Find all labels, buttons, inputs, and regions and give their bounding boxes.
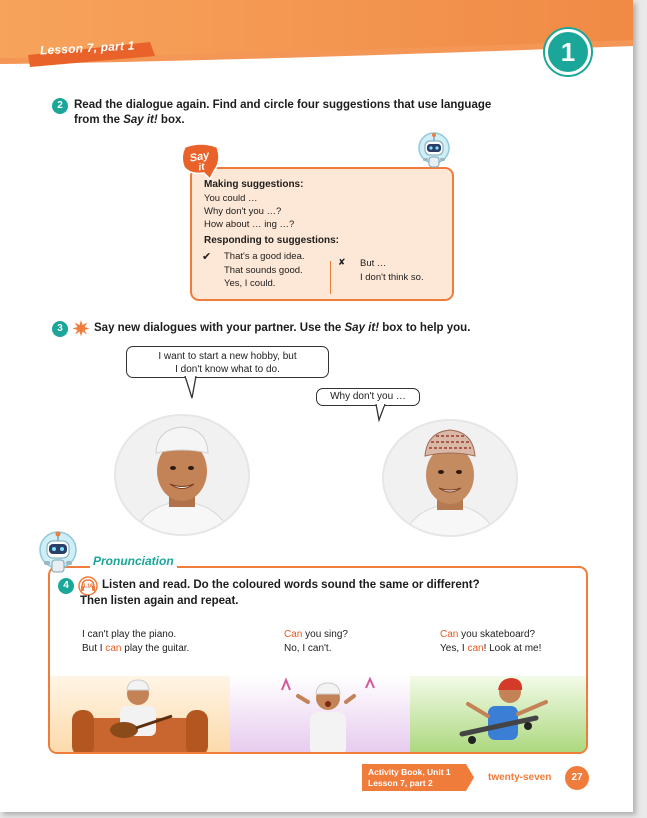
example-line: No, I can't. (284, 643, 332, 654)
activity-2-sayit-ref: Say it! (123, 114, 158, 126)
say-it-badge-word: Say (188, 149, 211, 165)
highlighted-word: can (105, 643, 122, 654)
page-number-words: twenty-seven (488, 772, 552, 783)
activity-4-number: 4 (58, 578, 74, 594)
activity-3-sayit-ref: Say it! (344, 322, 380, 334)
activity-4-line2: Then listen again and repeat. (80, 595, 239, 607)
making-phrase: How about … ing …? (204, 219, 295, 230)
negative-response: But … (360, 258, 387, 269)
audio-track-number: 1.16 (83, 583, 93, 590)
boy-portrait-2 (381, 418, 519, 538)
bubble-line: Why don't you … (330, 391, 406, 402)
cross-icon: ✘ (338, 257, 346, 267)
bubble-line: I want to start a new hobby, but (158, 351, 297, 362)
highlighted-word: can (467, 643, 484, 654)
robot-mascot-icon (36, 530, 80, 580)
say-it-box (190, 167, 454, 301)
unit-number-badge: 1 (545, 29, 591, 75)
activity-4-instruction (102, 578, 572, 593)
example-text: But I (82, 643, 106, 654)
say-it-badge-icon (180, 143, 222, 181)
positive-response: That's a good idea. (224, 251, 305, 262)
activity-4-line1: Listen and read. Do the coloured words sound the same or different? (102, 579, 480, 591)
activity-2-instruction (74, 98, 574, 128)
negative-response: I don't think so. (360, 271, 424, 283)
activity-3-number: 3 (52, 321, 68, 337)
activity-4-instruction-2 (80, 594, 550, 609)
responding-title: Responding to suggestions: (204, 235, 339, 246)
making-phrase: Why don't you …? (204, 206, 282, 217)
example-text: play the guitar. (121, 643, 190, 654)
negative-responses (360, 257, 424, 284)
response-divider (330, 261, 331, 294)
positive-response: That sounds good. (224, 264, 303, 276)
check-icon: ✔ (202, 251, 212, 263)
activity-2-number: 2 (52, 98, 68, 114)
example-line: I can't play the piano. (82, 629, 177, 640)
example-line (284, 628, 348, 642)
example-text: ! Look at me! (483, 643, 542, 654)
example-text: you skateboard? (458, 629, 536, 640)
example-column-1 (82, 628, 189, 656)
activity-2-line2-end: box. (157, 114, 185, 126)
boy-portrait-1 (113, 413, 251, 537)
pronunciation-title: Pronunciation (90, 554, 177, 568)
bubble-tail (184, 376, 198, 400)
example-line (82, 642, 189, 656)
reference-line-2: Lesson 7, part 2 (368, 778, 433, 788)
pronunciation-illustrations (50, 676, 586, 754)
highlighted-word: Can (284, 629, 303, 640)
activity-3-end: box to help you. (379, 322, 471, 334)
activity-2-line1: Read the dialogue again. Find and circle four suggestions that use language (74, 99, 492, 111)
making-suggestions-title: Making suggestions: (204, 179, 304, 190)
activity-2-line2-start: from the (74, 114, 124, 126)
lesson-title: Lesson 7, part 1 (39, 38, 135, 58)
reference-line-1: Activity Book, Unit 1 (368, 767, 451, 777)
speaking-burst-icon (72, 319, 90, 337)
bubble-line: I don't know what to do. (175, 364, 280, 375)
say-it-badge-word: it (197, 161, 206, 174)
example-column-2 (284, 628, 348, 656)
activity-3-instruction (94, 321, 574, 336)
speech-bubble-boy-2 (316, 388, 420, 406)
highlighted-word: Can (440, 629, 459, 640)
example-line (440, 642, 541, 656)
positive-response: Yes, I could. (224, 278, 276, 289)
example-text: Yes, I (440, 643, 468, 654)
speech-bubble-boy-1 (126, 346, 329, 378)
positive-responses (224, 250, 305, 291)
audio-track-icon[interactable] (78, 576, 98, 596)
making-phrase: You could … (204, 193, 258, 204)
example-column-3 (440, 628, 541, 656)
robot-mascot-icon (415, 131, 453, 173)
example-line (440, 628, 541, 642)
activity-book-reference (362, 764, 474, 791)
activity-3-start: Say new dialogues with your partner. Use the (94, 322, 345, 334)
page-number: 27 (565, 766, 589, 790)
example-text: you sing? (302, 629, 348, 640)
